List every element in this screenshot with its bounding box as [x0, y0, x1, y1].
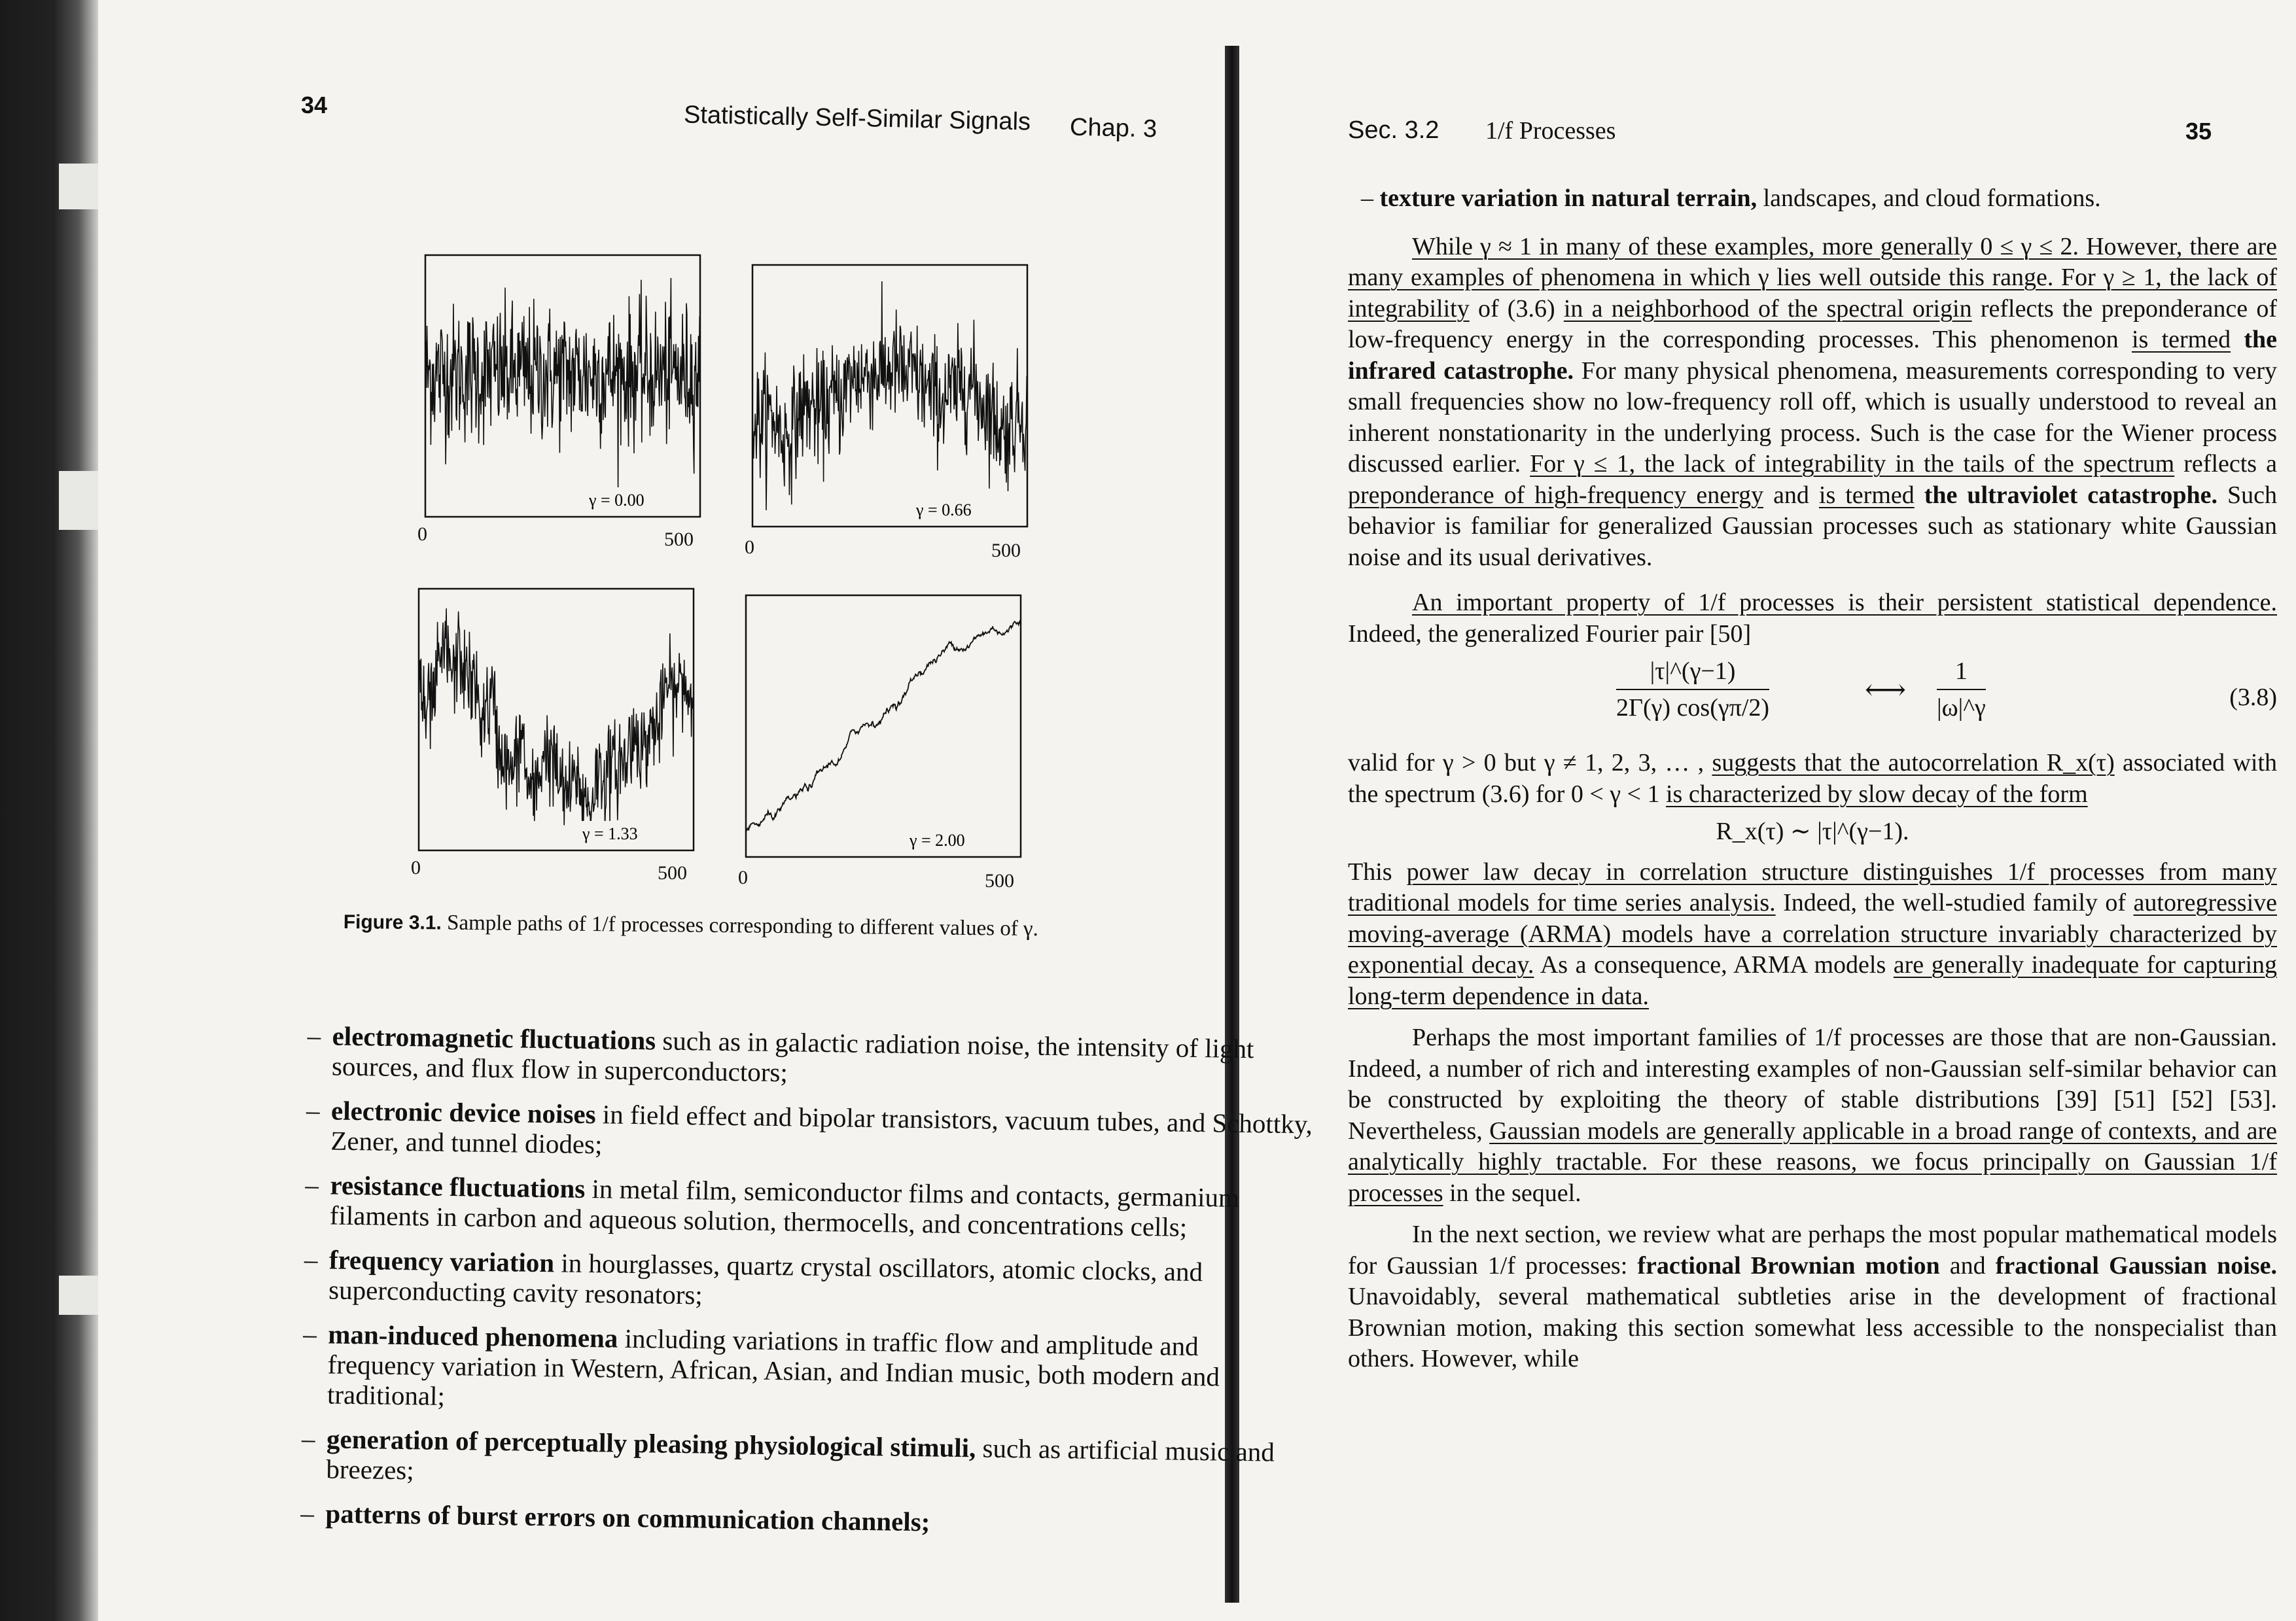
bullet-dash: – [306, 1094, 320, 1126]
bullet-term: man-induced phenomena [327, 1319, 618, 1353]
equation-number: (3.8) [2229, 684, 2277, 711]
bullet-term: electronic device noises [330, 1095, 596, 1130]
paragraph-4 [1348, 857, 2277, 1013]
bullet-term: resistance fluctuations [330, 1170, 586, 1204]
x-axis-min-label: 0 [745, 536, 754, 558]
bullet-dash: – [300, 1497, 315, 1529]
underlined-span: are generally inadequate for capturing long-term dependence in data. [1348, 951, 2278, 1010]
plot-svg-2 [746, 258, 1053, 546]
scan-artifact [59, 471, 98, 530]
paragraph-2 [1348, 587, 2277, 650]
plot-panel-1 [417, 249, 726, 550]
text-span: In the next section, we review what are perhaps the most popular mathematical models for Gaussian 1/f processes: [1348, 1221, 2277, 1280]
bold-term: fractional Brownian motion [1637, 1251, 1940, 1280]
equation-autocorrelation: R_x(τ) ∼ |τ|^(γ−1). [1716, 818, 1909, 845]
text-span: As a consequence, ARMA models [1534, 951, 1894, 979]
eq-rhs-fraction [1937, 656, 1986, 723]
underlined-span: is termed [1818, 481, 1915, 509]
underlined-span: Gaussian models are generally applicable in a broad range of contexts, and are analytically highly tractable. For these reasons, we focus principally on Gaussian 1/f processes [1348, 1117, 2277, 1207]
eq-rhs-denominator: |ω|^γ [1937, 693, 1986, 722]
plot-svg-1 [419, 249, 726, 536]
paragraph-3 [1348, 748, 2277, 810]
plot-panel-4 [738, 589, 1047, 892]
section-title: 1/f Processes [1485, 117, 1616, 145]
text-span: Perhaps the most important families of 1/f processes are those that are non-Gaussian. Indeed, a number of rich and interesting examples of non-Gaussian self-similar behavior can be constructed by exploiting the theory of stable distributions [39] [51] [52] [53]. Nevertheless, [1348, 1024, 2277, 1145]
text-span: and [1763, 481, 1819, 509]
top-bullet [1348, 183, 2277, 215]
bold-term: fractional Gaussian noise. [1995, 1251, 2277, 1280]
figure-3-1 [170, 203, 1086, 941]
running-head: Statistically Self-Similar Signals [683, 101, 1031, 136]
bullet-term: texture variation in natural terrain, [1379, 184, 1757, 212]
x-axis-max-label: 500 [658, 862, 687, 884]
bullet-text: in hourglasses, quartz crystal oscillators, atomic clocks, and superconducting cavity resonators; [328, 1247, 1203, 1310]
gamma-label: γ = 2.00 [910, 831, 965, 850]
sample-path-trace [425, 278, 700, 494]
caption-text: Sample paths of 1/f processes corresponding to different values of γ. [446, 911, 1039, 941]
underlined-span: For γ ≥ 1, the lack of integrability [1348, 264, 2277, 322]
underlined-span: is characterized by slow decay of the form [1665, 780, 2088, 808]
equation-3-8 [1348, 656, 2277, 741]
scan-artifact [59, 164, 98, 209]
underlined-span: preponderance of high-frequency energy [1348, 481, 1764, 509]
section-label: Sec. 3.2 [1348, 116, 1439, 144]
scan-binding-edge [0, 0, 98, 1621]
bullet-dash: – [302, 1318, 317, 1350]
underlined-span: autoregressive moving-average (ARMA) models have a correlation structure invariably characterized by exponential decay. [1348, 889, 2277, 979]
underlined-span: in a neighborhood of the spectral origin [1563, 294, 1972, 322]
underlined-span: An important property of 1/f processes is their persistent statistical dependence. [1412, 589, 2277, 616]
bold-term: the infrared catastrophe. [1348, 326, 2277, 385]
text-span: reflects a [2174, 450, 2277, 478]
text-span: Such behavior is familiar for generalized Gaussian processes such as stationary white Gaussian noise and its usual derivatives. [1348, 481, 2278, 571]
bullet-term: generation of perceptually pleasing physiological stimuli, [326, 1423, 976, 1463]
bullet-text: such as in galactic radiation noise, the intensity of light sources, and flux flow in superconductors; [331, 1025, 1254, 1088]
bold-term: the ultraviolet catastrophe. [1924, 481, 2218, 509]
bullet-list [300, 1020, 1315, 1556]
sample-path-trace [419, 608, 694, 831]
eq-arrow: ⟷ [1865, 674, 1907, 706]
plot-svg-3 [412, 582, 720, 870]
x-axis-min-label: 0 [738, 867, 748, 888]
paragraph-6 [1348, 1219, 2277, 1375]
gamma-label: γ = 0.66 [916, 500, 972, 519]
text-span: Indeed, the well-studied family of [1775, 889, 2134, 916]
x-axis-min-label: 0 [411, 857, 421, 879]
underlined-span: suggests that the autocorrelation R_x(τ) [1712, 749, 2115, 776]
x-axis-max-label: 500 [985, 870, 1014, 892]
bullet-text: such as artificial music and breezes; [326, 1433, 1275, 1486]
bullet-text: in metal film, semiconductor films and contacts, germanium filaments in carbon and aqueous solution, thermocells, and concentrations cells; [329, 1173, 1240, 1242]
text-span: This [1348, 858, 1407, 886]
list-item [304, 1244, 1312, 1318]
list-item [302, 1319, 1311, 1423]
list-item [307, 1020, 1315, 1094]
x-axis-max-label: 500 [664, 529, 694, 550]
eq-rhs-numerator: 1 [1937, 656, 1986, 690]
sample-path-trace [746, 621, 1021, 831]
gamma-label: γ = 0.00 [589, 491, 645, 510]
list-item [305, 1170, 1313, 1244]
underlined-span: While γ ≈ 1 in many of these examples, more generally 0 ≤ γ ≤ 2. However, there are many examples of phenomena in which γ lies well outside this range. [1348, 232, 2277, 291]
left-page-number: 34 [301, 92, 328, 118]
figure-caption [344, 909, 1129, 943]
sample-path-trace [752, 281, 1027, 510]
chapter-label: Chap. 3 [1069, 113, 1157, 143]
text-span: Unavoidably, several mathematical subtleties arise in the development of fractional Brownian motion, making this section somewhat less accessible to the nonspecialist than others. However, while [1348, 1283, 2277, 1372]
paragraph-5 [1348, 1022, 2277, 1209]
bullet-text: landscapes, and cloud formations. [1757, 184, 2101, 212]
caption-label: Figure 3.1. [343, 911, 442, 934]
gamma-label: γ = 1.33 [582, 824, 638, 843]
bullet-dash: – [301, 1423, 315, 1454]
eq-lhs-numerator: |τ|^(γ−1) [1616, 656, 1769, 690]
underlined-span: is termed [2131, 326, 2231, 353]
x-axis-max-label: 500 [991, 540, 1021, 561]
plot-panel-3 [411, 582, 720, 884]
right-page [1302, 39, 2278, 1609]
text-span: Indeed, the generalized Fourier pair [50] [1348, 619, 1752, 648]
underlined-span: For γ ≤ 1, the lack of integrability in the tails of the spectrum [1530, 450, 2175, 478]
text-span: associated with the spectrum (3.6) for 0 < γ < 1 [1348, 749, 2278, 808]
bullet-dash: – [304, 1244, 318, 1275]
list-item [301, 1423, 1309, 1497]
text-span: and [1939, 1251, 1996, 1280]
eq-lhs-fraction [1616, 656, 1769, 723]
list-item [306, 1095, 1314, 1169]
bullet-term: electromagnetic fluctuations [332, 1020, 656, 1056]
scan-artifact [59, 1276, 98, 1315]
left-page [170, 39, 1313, 1609]
text-span: of (3.6) [1469, 294, 1564, 322]
bullet-term: frequency variation [328, 1244, 555, 1278]
bullet-dash: – [1361, 184, 1373, 212]
eq-lhs-denominator: 2Γ(γ) cos(γπ/2) [1616, 693, 1770, 722]
right-page-number: 35 [2185, 118, 2212, 145]
body-text [1348, 183, 2277, 1382]
bullet-text: in field effect and bipolar transistors, vacuum tubes, and Schottky, Zener, and tunnel diodes; [330, 1099, 1313, 1160]
plot-svg-4 [739, 589, 1047, 877]
text-span: valid for γ > 0 but γ ≠ 1, 2, 3, … , [1348, 749, 1712, 776]
bullet-dash: – [305, 1169, 319, 1200]
text-span: reflects the preponderance of low-frequency energy in the corresponding processes. This phenomenon [1348, 294, 2277, 353]
paragraph-1 [1348, 232, 2277, 574]
plot-frame [746, 595, 1021, 857]
list-item [300, 1498, 1308, 1542]
x-axis-min-label: 0 [417, 523, 427, 545]
bullet-text: including variations in traffic flow and amplitude and frequency variation in Western, African, Asian, and Indian music, both modern and traditional; [327, 1323, 1220, 1411]
bullet-term: patterns of burst errors on communication channels; [325, 1498, 930, 1537]
text-span: For many physical phenomena, measurements corresponding to very small frequencies show no low-frequency roll off, which is usually understood to reveal an inherent nonstationarity in the underlying process. Such is the case for the Wiener process discussed earlier. [1348, 357, 2277, 478]
underlined-span: power law decay in correlation structure distinguishes 1/f processes from many traditional models for time series analysis. [1348, 858, 2277, 916]
plot-panel-2 [745, 258, 1053, 561]
bullet-dash: – [307, 1020, 321, 1051]
text-span: in the sequel. [1443, 1179, 1581, 1207]
